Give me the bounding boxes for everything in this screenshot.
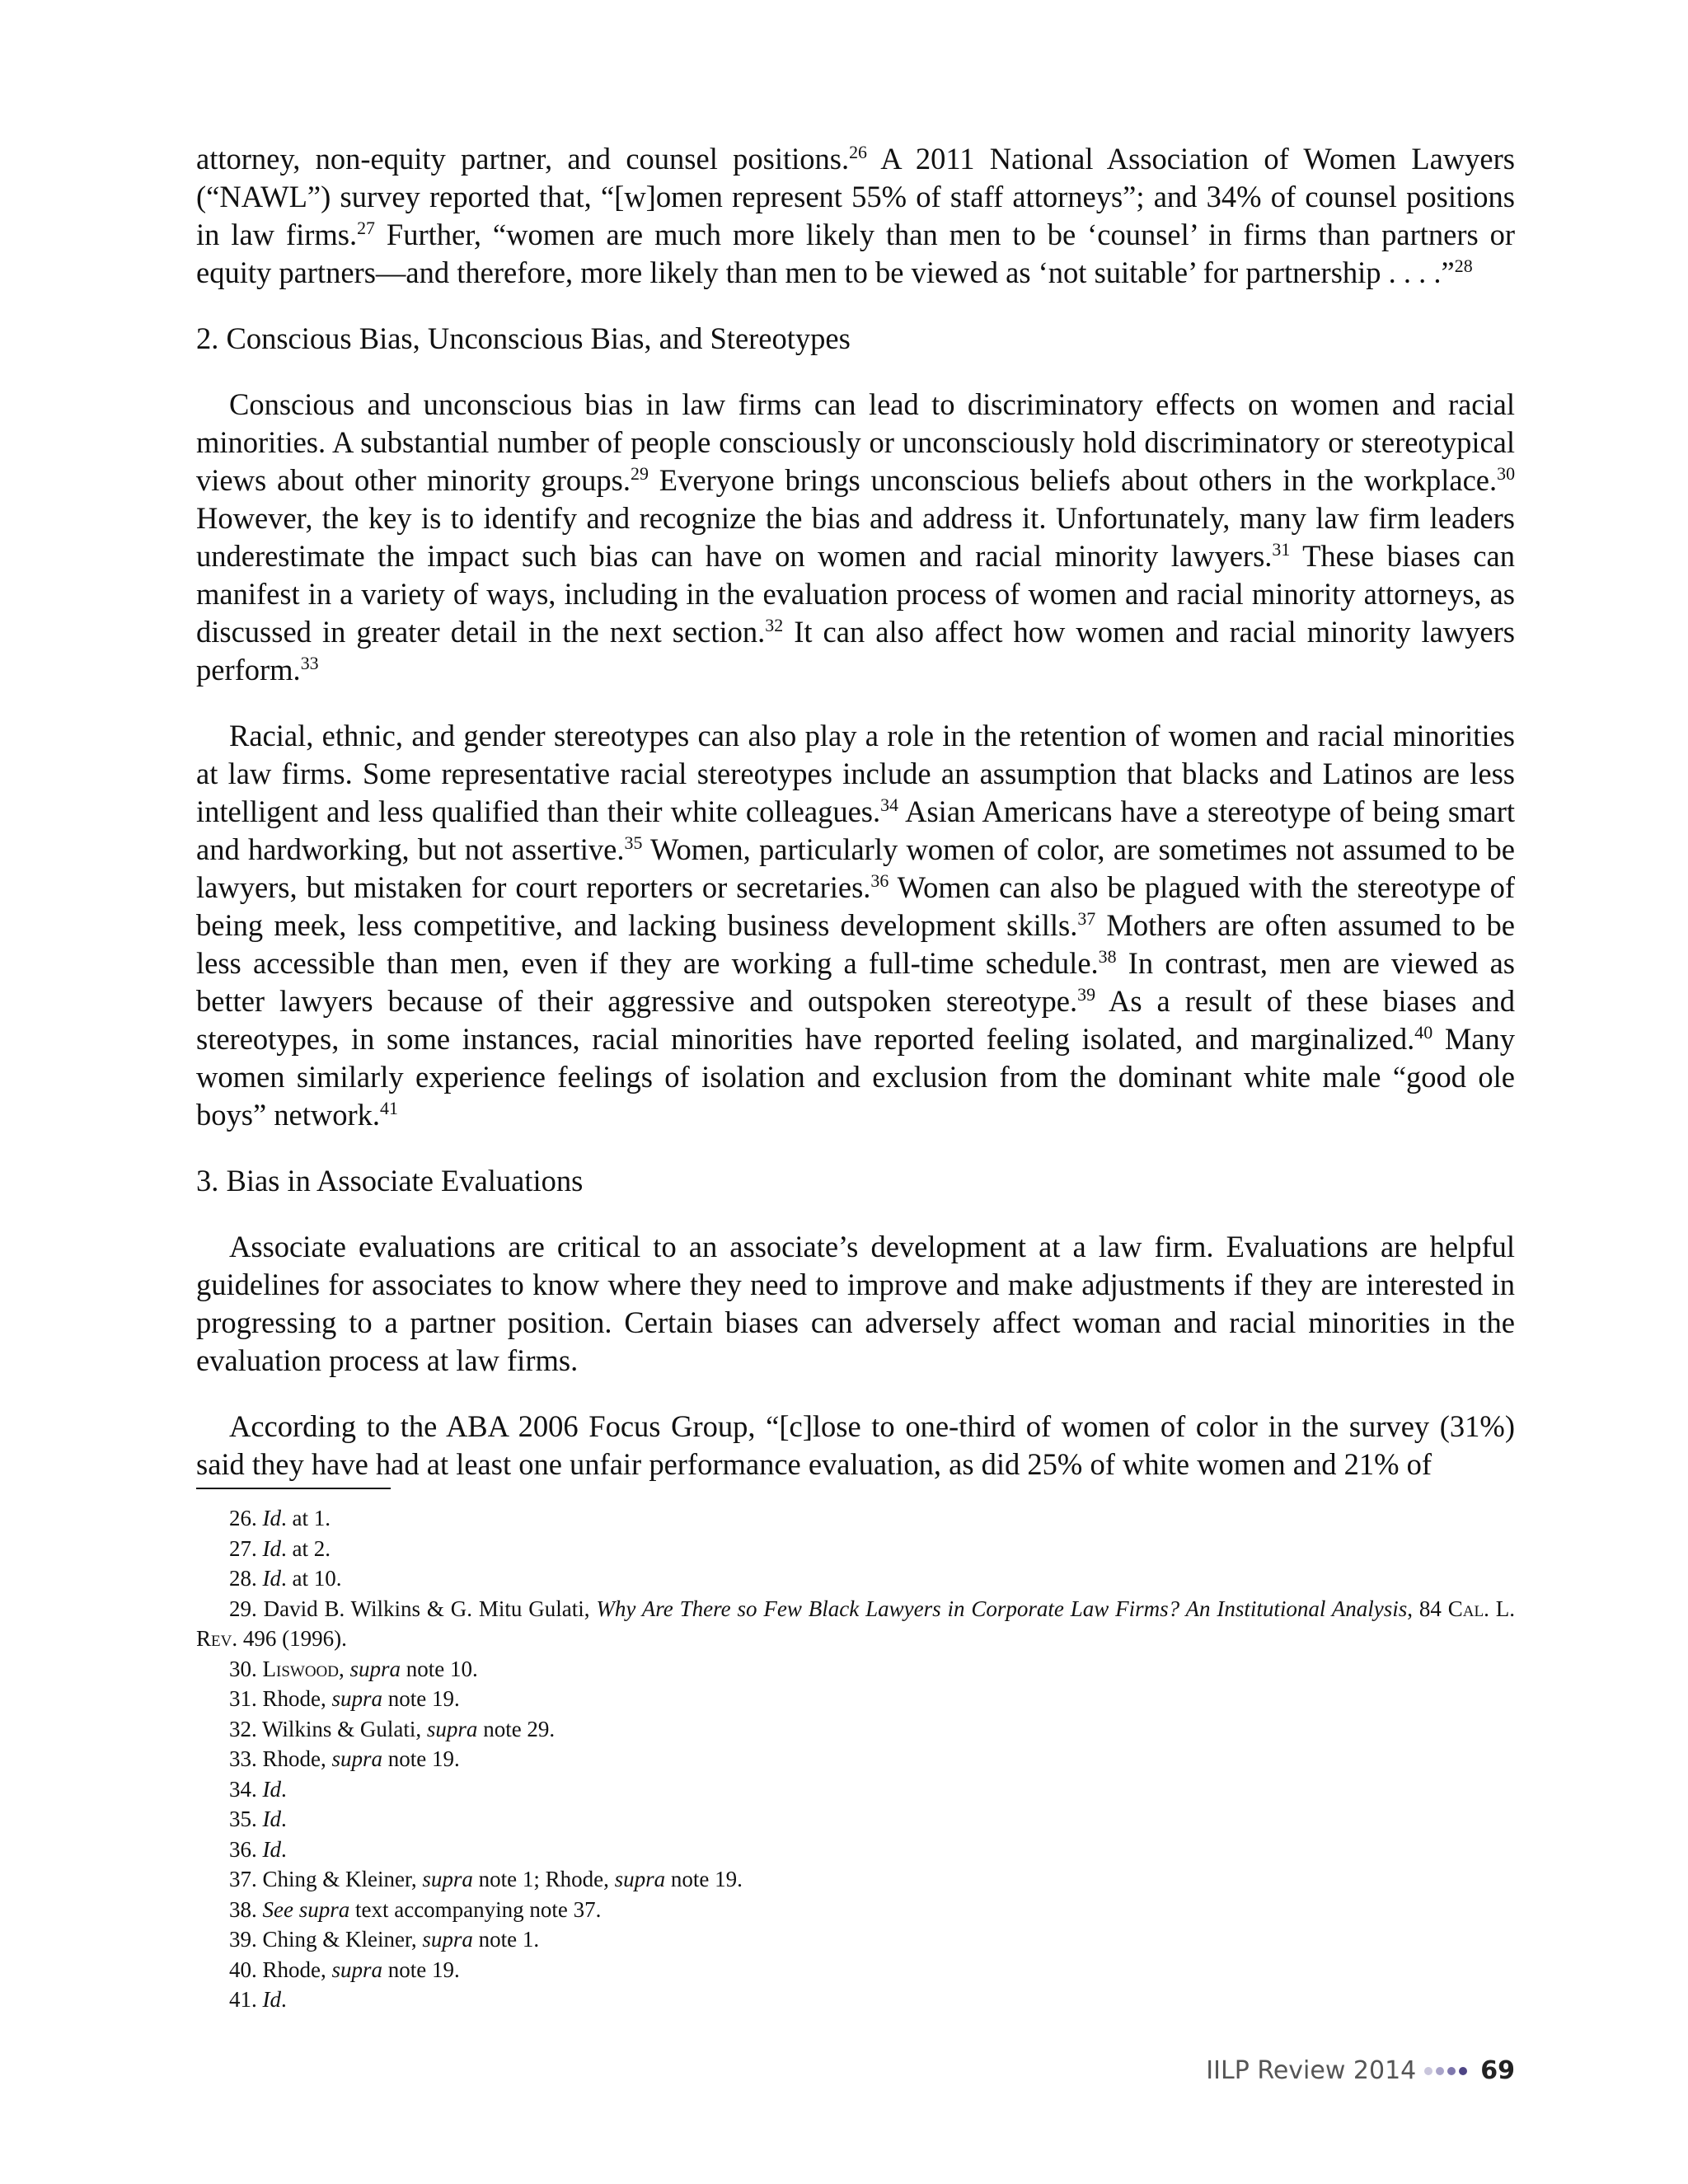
page-footer bbox=[1206, 2056, 1515, 2085]
footnote-ref: 33 bbox=[300, 652, 319, 673]
footnote-ref: 29 bbox=[631, 462, 649, 484]
footnote: 35. Id. bbox=[229, 1807, 287, 1831]
footnote: 32. Wilkins & Gulati, supra note 29. bbox=[229, 1716, 556, 1741]
footnote: 27. Id. at 2. bbox=[229, 1535, 331, 1561]
footnote: 31. Rhode, supra note 19. bbox=[229, 1686, 460, 1711]
footnote: 28. Id. at 10. bbox=[229, 1566, 342, 1591]
footnotes bbox=[196, 1503, 1515, 2015]
footnote-ref: 41 bbox=[380, 1097, 398, 1118]
footnote-ref: 36 bbox=[870, 869, 889, 891]
page-number: 69 bbox=[1480, 2056, 1515, 2085]
footnote-ref: 32 bbox=[765, 614, 784, 635]
footnote: 34. Id. bbox=[229, 1776, 287, 1802]
decorative-dots bbox=[1424, 2067, 1467, 2075]
footnote-divider bbox=[196, 1488, 391, 1489]
footnote-ref: 28 bbox=[1454, 255, 1473, 276]
footnote: 36. Id. bbox=[229, 1836, 287, 1862]
footnote: 40. Rhode, supra note 19. bbox=[229, 1957, 460, 1982]
footnote-ref: 35 bbox=[624, 832, 643, 853]
footnote-ref: 30 bbox=[1497, 462, 1516, 484]
paragraph: Associate evaluations are critical to an associate’s development at a law firm. Evaluations are helpful guidelines for associates to know where they need to improve and make adjustments if they are interested in progressing to a partner position. Certain biases can adversely affect woman and racial minorities in the evaluation process at law firms. bbox=[196, 1230, 1515, 1377]
paragraph: According to the ABA 2006 Focus Group, “[c]lose to one-third of women of color in the survey (31%) said they have had at least one unfair performance evaluation, as did 25% of white women and 21% of bbox=[196, 1409, 1515, 1481]
footnote: 38. See supra text accompanying note 37. bbox=[229, 1896, 602, 1922]
main-text bbox=[196, 140, 1515, 1511]
journal-title: IILP Review 2014 bbox=[1206, 2056, 1417, 2085]
footnote: 33. Rhode, supra note 19. bbox=[229, 1746, 460, 1771]
paragraph: Racial, ethnic, and gender stereotypes can also play a role in the retention of women and racial minorities at law firms. Some representative racial stereotypes include an assumption that blacks and Latinos are less intelligent and less qualified than their white colleagues.$^{34}$ Asian Americans have a stereotype of being smart and hardworking, but not assertive.$^{35}$ Women, particularly women of color, are sometimes not assumed to be lawyers, but mistaken for court reporters or secretaries.$^{36}$ Women can also be plagued with the stereotype of being meek, less competitive, and lacking business development skills.$^{37}$ Mothers are often assumed to be less accessible than men, even if they are working a full-time schedule.$^{38}$ In contrast, men are viewed as better lawyers because of their aggressive and outspoken stereotype.$^{39}$ As a result of these biases and stereotypes, in some instances, racial minorities have reported feeling isolated, and marginalized.$^{40}$ Many women similarly experience feelings of isolation and exclusion from the dominant white male “good ole boys” network.$^{41}$ bbox=[196, 719, 1516, 1132]
footnote-ref: 34 bbox=[880, 794, 898, 815]
footnote-ref: 38 bbox=[1098, 945, 1117, 967]
section-heading: 2. Conscious Bias, Unconscious Bias, and Stereotypes bbox=[196, 321, 851, 355]
footnote: 29. David B. Wilkins & G. Mitu Gulati, Why Are There so Few Black Lawyers in Corporate Law Firms? An Institutional Analysis, 84 Cal. L. Rev. 496 (1996). bbox=[196, 1596, 1515, 1651]
footnote: 39. Ching & Kleiner, supra note 1. bbox=[229, 1927, 540, 1952]
footnote-ref: 27 bbox=[357, 217, 375, 238]
footnote: 26. Id. at 1. bbox=[229, 1506, 331, 1530]
footnote-ref: 40 bbox=[1414, 1021, 1433, 1043]
footnote: 30. Liswood, supra note 10. bbox=[229, 1656, 478, 1681]
footnote: 41. Id. bbox=[229, 1987, 287, 2012]
dot-icon bbox=[1447, 2067, 1456, 2075]
footnote-ref: 39 bbox=[1077, 983, 1096, 1005]
dot-icon bbox=[1436, 2067, 1444, 2075]
footnote-ref: 26 bbox=[849, 141, 867, 162]
paragraph: Conscious and unconscious bias in law firms can lead to discriminatory effects on women and racial minorities. A substantial number of people consciously or unconsciously hold discriminatory or stereotypical views about other minority groups.$^{29}$ Everyone brings unconscious beliefs about others in the workplace.$^{30}$ However, the key is to identify and recognize the bias and address it. Unfortunately, many law firm leaders underestimate the impact such bias can have on women and racial minority lawyers.$^{31}$ These biases can manifest in a variety of ways, including in the evaluation process of women and racial minority attorneys, as discussed in greater detail in the next section.$^{32}$ It can also affect how women and racial minority lawyers perform.$^{33}$ bbox=[196, 387, 1516, 687]
footnote: 37. Ching & Kleiner, supra note 1; Rhode, supra note 19. bbox=[229, 1867, 743, 1891]
paragraph: attorney, non-equity partner, and counsel positions.$^{26}$ A 2011 National Association of Women Lawyers (“NAWL”) survey reported that, “[w]omen represent 55% of staff attorneys”; and 34% of counsel positions in law firms.$^{27}$ Further, “women are much more likely than men to be ‘counsel’ in firms than partners or equity partners—and therefore, more likely than men to be viewed as ‘not suitable’ for partnership . . . .”$^{28}$ bbox=[196, 141, 1515, 289]
dot-icon bbox=[1459, 2067, 1467, 2075]
section-heading: 3. Bias in Associate Evaluations bbox=[196, 1164, 584, 1197]
footnote-ref: 31 bbox=[1272, 538, 1291, 560]
footnote-ref: 37 bbox=[1077, 907, 1096, 929]
dot-icon bbox=[1424, 2067, 1432, 2075]
